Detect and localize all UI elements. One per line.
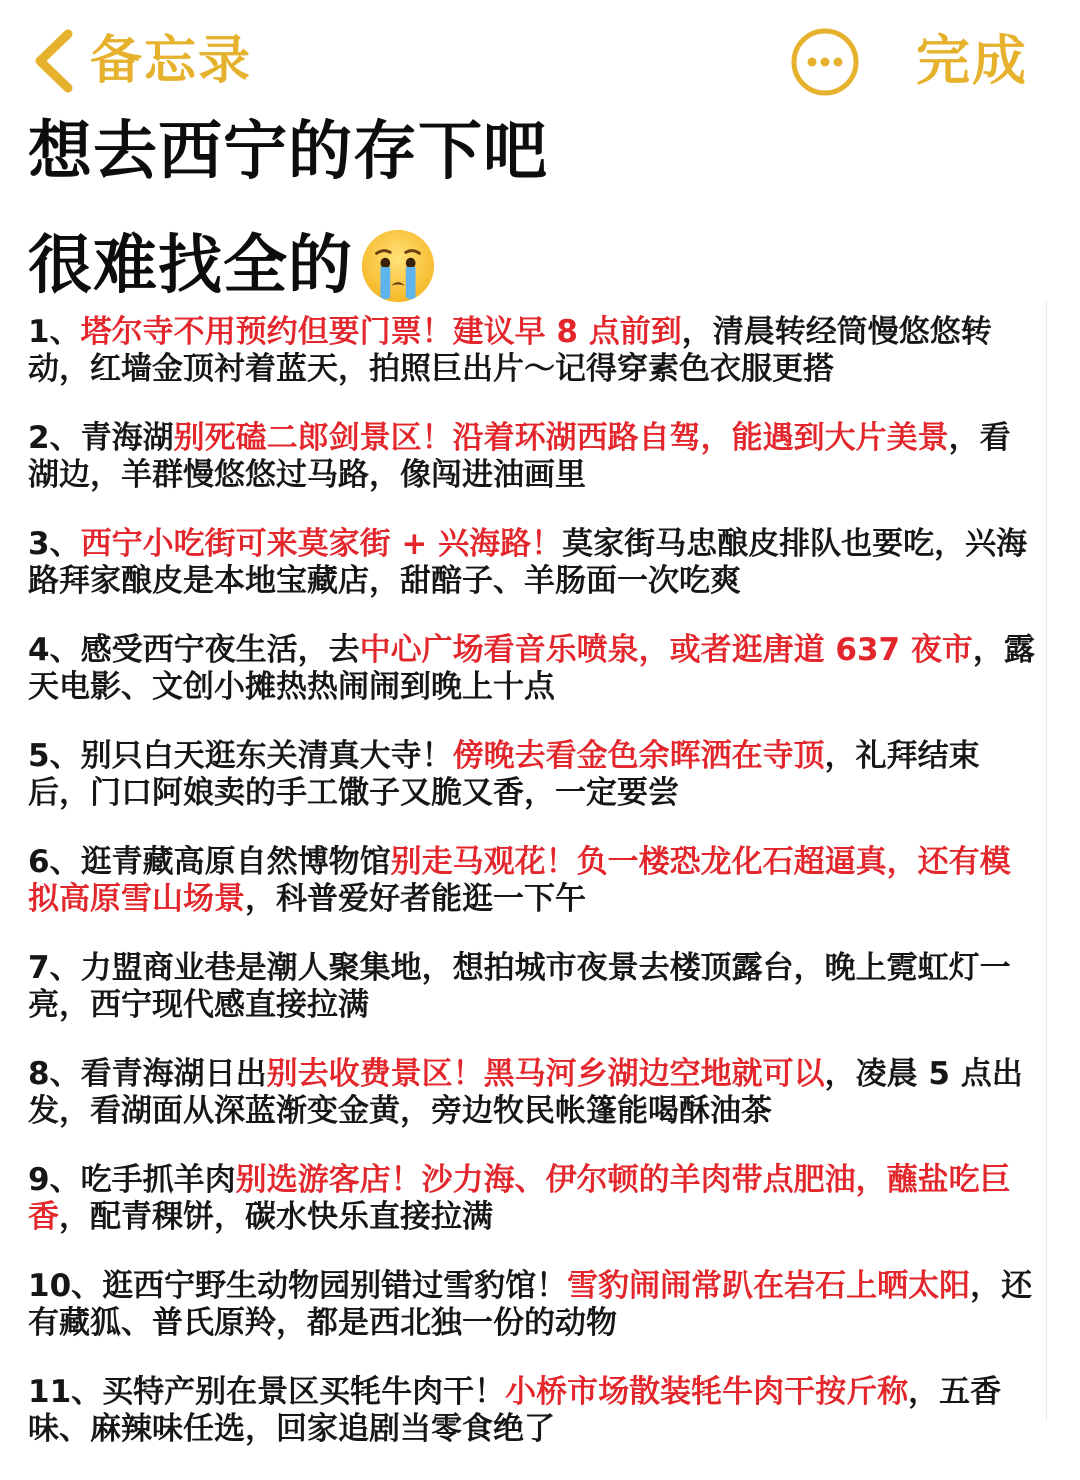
list-item: 6、逛青藏高原自然博物馆别走马观花！负一楼恐龙化石超逼真，还有模拟高原雪山场景，科普爱好者能逛一下午 <box>28 844 1011 917</box>
back-button[interactable] <box>30 26 252 96</box>
list-item: 2、青海湖别死磕二郎剑景区！沿着环湖西路自驾，能遇到大片美景，看湖边，羊群慢悠悠过马路，像闯进油画里 <box>28 420 1011 493</box>
note-margin-line <box>1046 302 1047 1422</box>
list-item: 8、看青海湖日出别去收费景区！黑马河乡湖边空地就可以，凌晨 5 点出发，看湖面从深蓝渐变金黄，旁边牧民帐篷能喝酥油茶 <box>28 1056 1023 1129</box>
note-title-line-1: 想去西宁的存下吧 <box>28 115 548 189</box>
list-item: 9、吃手抓羊肉别选游客店！沙力海、伊尔顿的羊肉带点肥油，蘸盐吃巨香，配青稞饼，碳水快乐直接拉满 <box>28 1162 1011 1235</box>
chevron-left-icon <box>30 28 76 94</box>
list-item: 7、力盟商业巷是潮人聚集地，想拍城市夜景去楼顶露台，晚上霓虹灯一亮，西宁现代感直接拉满 <box>28 950 1011 1023</box>
list-item: 4、感受西宁夜生活，去中心广场看音乐喷泉，或者逛唐道 637 夜市，露天电影、文创小摊热热闹闹到晚上十点 <box>28 632 1035 705</box>
list-item: 10、逛西宁野生动物园别错过雪豹馆！雪豹闹闹常趴在岩石上晒太阳，还有藏狐、普氏原羚，都是西北独一份的动物 <box>28 1268 1033 1341</box>
note-title-text: 很难找全的 <box>28 229 353 303</box>
navigation-bar <box>0 0 1080 110</box>
list-item: 1、塔尔寺不用预约但要门票！建议早 8 点前到，清晨转经筒慢悠悠转动，红墙金顶衬着蓝天，拍照巨出片～记得穿素色衣服更搭 <box>28 314 992 387</box>
list-item: 3、西宁小吃街可来莫家街 + 兴海路！莫家街马忠酿皮排队也要吃，兴海路拜家酿皮是本地宝藏店，甜醅子、羊肠面一次吃爽 <box>28 526 1028 599</box>
note-title-line-2 <box>28 226 437 306</box>
done-button[interactable]: 完成 <box>916 29 1028 92</box>
back-label: 备忘录 <box>90 31 253 91</box>
ellipsis-circle-icon[interactable] <box>790 27 860 97</box>
list-item: 5、别只白天逛东关清真大寺！傍晚去看金色余晖洒在寺顶，礼拜结束后，门口阿娘卖的手工馓子又脆又香，一定要尝 <box>28 738 980 811</box>
list-item: 11、买特产别在景区买牦牛肉干！小桥市场散装牦牛肉干按斤称，五香味、麻辣味任选，回家追剧当零食绝了 <box>28 1374 1002 1447</box>
tips-list <box>28 314 1038 1480</box>
loudly-crying-face-icon <box>359 227 437 305</box>
